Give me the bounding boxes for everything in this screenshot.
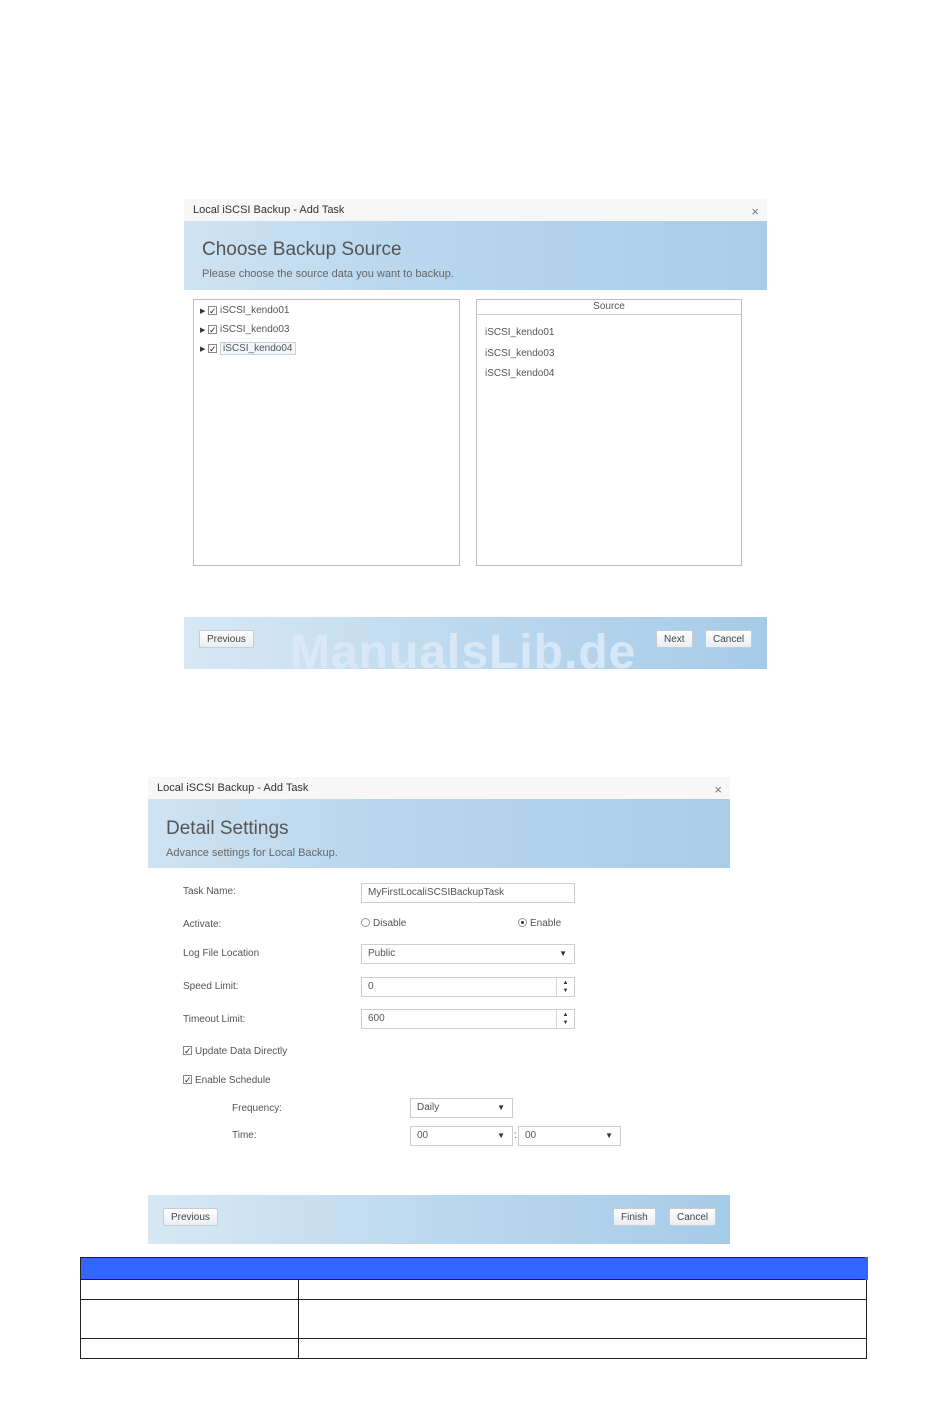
table-cell [299, 1300, 867, 1339]
speed-limit-label: Speed Limit: [183, 981, 239, 992]
cancel-button[interactable]: Cancel [705, 630, 752, 648]
close-icon[interactable]: × [751, 204, 759, 219]
dialog-footer [148, 1195, 730, 1244]
checkbox[interactable]: ✓ [184, 1075, 192, 1085]
previous-button[interactable]: Previous [199, 630, 254, 648]
hour-value: 00 [417, 1130, 429, 1141]
time-label: Time: [232, 1130, 257, 1141]
tree-item[interactable] [200, 303, 290, 318]
finish-button[interactable]: Finish [613, 1208, 656, 1226]
table-row [81, 1300, 867, 1339]
source-tree-panel [193, 299, 460, 566]
info-table [80, 1257, 868, 1359]
dialog-title-bar [184, 199, 767, 221]
activate-label: Activate: [183, 919, 222, 930]
frequency-label: Frequency: [232, 1103, 283, 1114]
update-data-label: Update Data Directly [195, 1046, 288, 1057]
enable-radio[interactable] [518, 918, 561, 929]
stepper-arrows-icon[interactable]: ▲ ▼ [556, 1010, 574, 1028]
detail-settings-dialog [148, 777, 730, 1244]
radio-icon[interactable] [518, 918, 527, 927]
minute-value: 00 [525, 1130, 537, 1141]
table-header-row [81, 1258, 867, 1280]
checkbox[interactable]: ✓ [209, 344, 217, 354]
disable-radio[interactable] [361, 918, 406, 929]
source-item: iSCSI_kendo03 [485, 348, 555, 359]
table-header-cell [81, 1258, 867, 1280]
frequency-select[interactable] [410, 1098, 513, 1118]
table-row [81, 1339, 867, 1359]
dropdown-icon[interactable]: ▼ [559, 949, 567, 958]
dialog-header [184, 221, 767, 290]
tree-item-label: iSCSI_kendo04 [220, 342, 296, 355]
minute-select[interactable] [518, 1126, 621, 1146]
update-data-checkbox[interactable] [183, 1046, 287, 1057]
enable-schedule-label: Enable Schedule [195, 1075, 271, 1086]
cancel-button[interactable]: Cancel [669, 1208, 716, 1226]
tree-item-label: iSCSI_kendo03 [220, 324, 290, 335]
page-subtitle: Please choose the source data you want to backup. [202, 268, 454, 280]
task-name-input[interactable]: MyFirstLocaliSCSIBackupTask [361, 883, 575, 903]
expand-icon[interactable]: ▶ [200, 345, 206, 353]
table-cell [299, 1339, 867, 1359]
watermark: ManualsLib.de [290, 626, 637, 679]
table-cell [81, 1339, 299, 1359]
choose-backup-source-dialog [184, 199, 767, 669]
stepper-arrows-icon[interactable]: ▲ ▼ [556, 978, 574, 996]
log-location-label: Log File Location [183, 948, 260, 959]
previous-button[interactable]: Previous [163, 1208, 218, 1226]
dropdown-icon[interactable]: ▼ [497, 1103, 505, 1112]
timeout-limit-value: 600 [368, 1013, 385, 1024]
task-name-label: Task Name: [183, 886, 236, 897]
tree-item-label: iSCSI_kendo01 [220, 305, 290, 316]
dialog-header [148, 799, 730, 868]
source-item: iSCSI_kendo01 [485, 327, 555, 338]
hour-select[interactable] [410, 1126, 513, 1146]
time-separator: : [514, 1130, 517, 1141]
source-column-header: Source [477, 300, 741, 315]
log-location-select[interactable] [361, 944, 575, 964]
log-location-value: Public [368, 948, 396, 959]
selected-source-panel [476, 299, 742, 566]
frequency-value: Daily [417, 1102, 440, 1113]
dialog-title: Local iSCSI Backup - Add Task [157, 782, 309, 794]
dropdown-icon[interactable]: ▼ [497, 1131, 505, 1140]
table-cell [81, 1280, 299, 1300]
radio-icon[interactable] [361, 918, 370, 927]
disable-label: Disable [373, 918, 407, 929]
table-row [81, 1280, 867, 1300]
dropdown-icon[interactable]: ▼ [605, 1131, 613, 1140]
source-item: iSCSI_kendo04 [485, 368, 555, 379]
page-title: Detail Settings [166, 818, 289, 839]
expand-icon[interactable]: ▶ [200, 326, 206, 334]
table-cell [299, 1280, 867, 1300]
next-button[interactable]: Next [656, 630, 693, 648]
table-cell [81, 1300, 299, 1339]
page-title: Choose Backup Source [202, 239, 402, 260]
speed-limit-stepper[interactable] [361, 977, 575, 997]
expand-icon[interactable]: ▶ [200, 307, 206, 315]
checkbox[interactable]: ✓ [184, 1046, 192, 1056]
speed-limit-value: 0 [368, 981, 374, 992]
dialog-title-bar [148, 777, 730, 799]
timeout-limit-stepper[interactable] [361, 1009, 575, 1029]
checkbox[interactable]: ✓ [209, 325, 217, 335]
close-icon[interactable]: × [714, 782, 722, 797]
page-subtitle: Advance settings for Local Backup. [166, 847, 338, 859]
timeout-limit-label: Timeout Limit: [183, 1014, 246, 1025]
tree-item[interactable] [200, 322, 290, 337]
dialog-title: Local iSCSI Backup - Add Task [193, 204, 345, 216]
enable-label: Enable [530, 918, 562, 929]
tree-item[interactable] [200, 341, 296, 356]
checkbox[interactable]: ✓ [209, 306, 217, 316]
enable-schedule-checkbox[interactable] [183, 1075, 271, 1086]
